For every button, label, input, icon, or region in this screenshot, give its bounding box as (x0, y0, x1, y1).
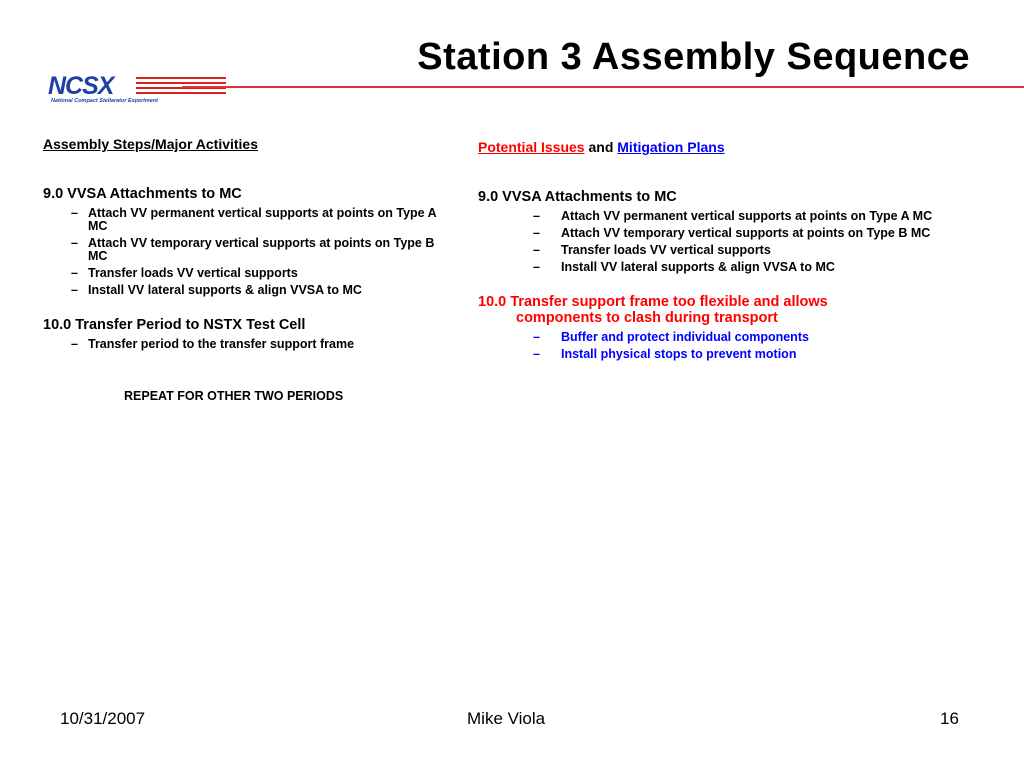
right-heading (478, 139, 998, 155)
list-item: – Attach VV temporary vertical supports at points on Type B MC (71, 236, 435, 263)
right-section-9-list (478, 210, 998, 274)
potential-issues-label: Potential Issues (478, 139, 585, 155)
footer-author: Mike Viola (467, 709, 546, 728)
ncsx-logo (48, 72, 183, 108)
slide-title: Station 3 Assembly Sequence (417, 36, 970, 78)
left-column (43, 136, 443, 403)
left-heading: Assembly Steps/Major Activities (43, 136, 259, 152)
list-item: – Install physical stops to prevent motion (533, 347, 797, 361)
mitigation-list (478, 331, 998, 361)
footer-date: 10/31/2007 (60, 709, 146, 728)
repeat-note: REPEAT FOR OTHER TWO PERIODS (124, 389, 344, 403)
list-item: – Buffer and protect individual components (533, 330, 809, 344)
and-label: and (584, 139, 618, 155)
mitigation-plans-label: Mitigation Plans (617, 139, 725, 155)
logo-text: NCSX (48, 72, 114, 100)
right-section-9: 9.0 VVSA Attachments to MC (478, 189, 677, 205)
issue-10-line2: components to clash during transport (516, 310, 778, 326)
left-section-9-list (43, 207, 443, 297)
left-section-10-list (43, 338, 443, 351)
list-item: – Transfer period to the transfer support frame (71, 337, 355, 351)
left-section-9: 9.0 VVSA Attachments to MC (43, 186, 242, 202)
issue-10-line1: 10.0 Transfer support frame too flexible and allows (478, 294, 828, 310)
logo-subtitle: National Compact Stellarator Experiment (51, 98, 158, 104)
list-item: – Transfer loads VV vertical supports (71, 266, 298, 280)
list-item: – Install VV lateral supports & align VVSA to MC (71, 283, 362, 297)
list-item: – Attach VV permanent vertical supports at points on Type A MC (533, 209, 933, 223)
title-divider (182, 86, 1024, 88)
issue-10 (478, 294, 998, 326)
right-column (478, 136, 998, 365)
list-item: – Transfer loads VV vertical supports (533, 243, 771, 257)
list-item: – Attach VV temporary vertical supports at points on Type B MC (533, 226, 931, 240)
list-item: – Attach VV permanent vertical supports at points on Type A MC (71, 206, 437, 233)
list-item: – Install VV lateral supports & align VVSA to MC (533, 260, 835, 274)
page-number: 16 (940, 709, 959, 728)
left-section-10: 10.0 Transfer Period to NSTX Test Cell (43, 317, 306, 333)
